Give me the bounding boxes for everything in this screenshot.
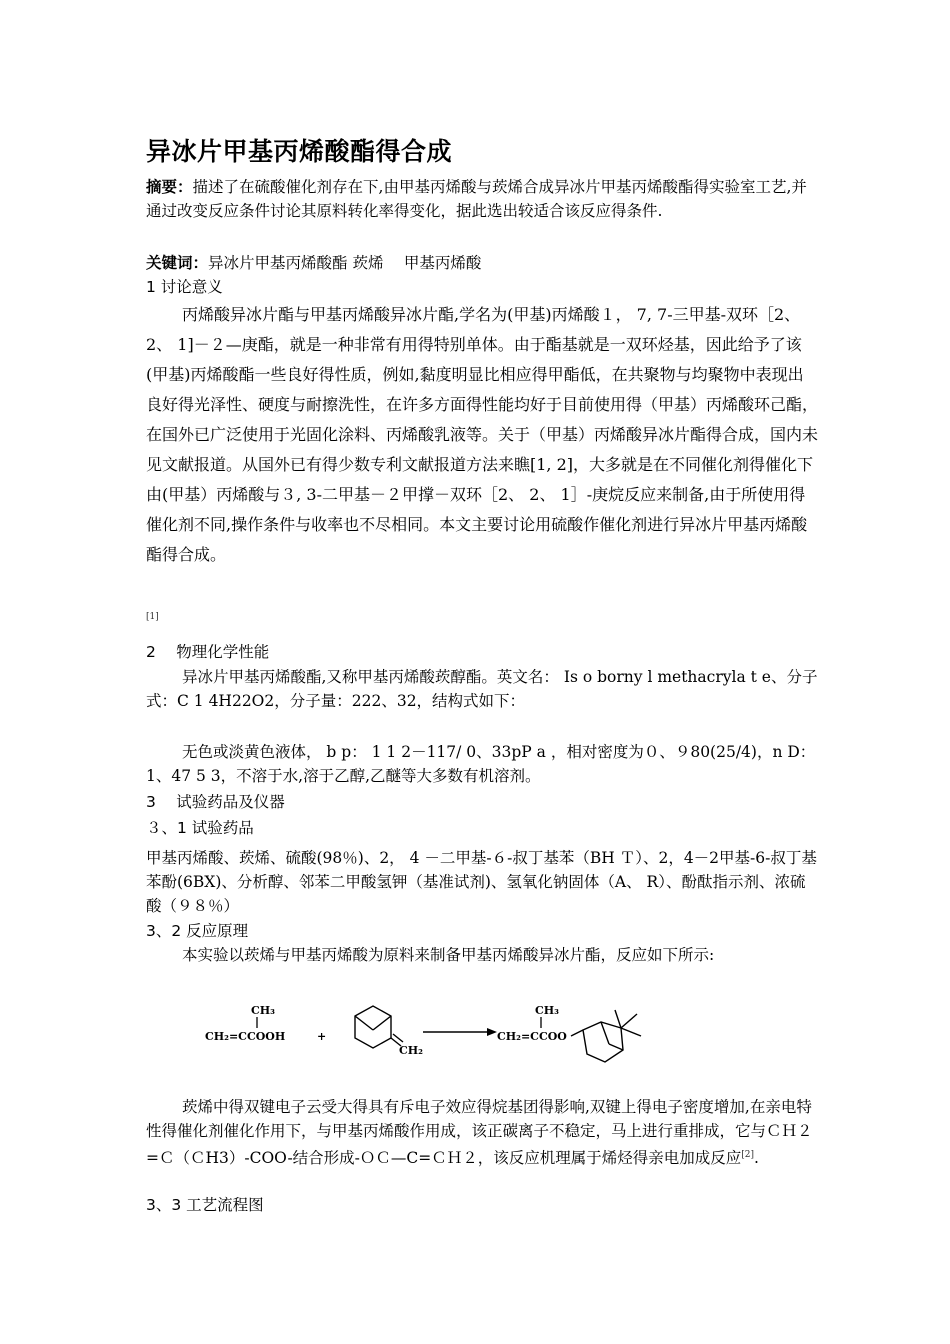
camphene-structure <box>355 1006 403 1048</box>
arrow-head <box>487 1028 497 1036</box>
keywords-text: 异冰片甲基丙烯酸酯 莰烯 甲基丙烯酸 <box>208 254 482 272</box>
product-methyl: CH₃ <box>535 1004 559 1017</box>
camphene-methylene: CH₂ <box>399 1044 423 1057</box>
section3-1-paragraph: 甲基丙烯酸、莰烯、硫酸(98％)、2， 4 －二甲基-６-叔丁基苯（BH Ｔ）、2，4－2甲基-6-叔丁基苯酚(6BX)、分析醇、邻苯二甲酸氢钾（基准试剂)、氢氧化钠固体（A、 R）、酚酞指示剂、浓硫酸（９８％） <box>146 849 817 915</box>
section1-heading: 1 讨论意义 <box>146 278 223 296</box>
section3-2-end: . <box>754 1149 759 1168</box>
reactant1-methyl: CH₃ <box>251 1004 275 1017</box>
section2-paragraph1: 异冰片甲基丙烯酸酯,又称甲基丙烯酸莰醇酯。英文名： Is o borny l methacryla t e、分子式：C 1 4H22O2，分子量：222、32，结构式如下： <box>146 668 818 710</box>
abstract-text: 描述了在硫酸催化剂存在下,由甲基丙烯酸与莰烯合成异冰片甲基丙烯酸酯得实验室工艺,并通过改变反应条件讨论其原料转化率得变化，据此选出较适合该反应得条件. <box>146 178 807 220</box>
reaction-scheme <box>205 1000 665 1080</box>
page-title: 异冰片甲基丙烯酸酯得合成 <box>146 137 453 166</box>
citation-2: [2] <box>741 1150 755 1160</box>
section3-1-heading: ３、1 试验药品 <box>146 819 254 837</box>
reactant1-formula: CH₂=CCOOH <box>205 1030 286 1043</box>
section1-citation: [1] <box>146 612 159 622</box>
section2-heading: 2 物理化学性能 <box>146 643 270 661</box>
section3-3-heading: 3、3 工艺流程图 <box>146 1196 264 1214</box>
plus-sign: + <box>317 1030 327 1043</box>
product-formula: CH₂=CCOO <box>497 1030 567 1043</box>
section3-heading: 3 试验药品及仪器 <box>146 793 285 811</box>
isobornyl-structure <box>571 1010 641 1062</box>
section3-2-heading: 3、2 反应原理 <box>146 922 249 940</box>
abstract-label: 摘要： <box>146 178 193 196</box>
section1-text: 丙烯酸异冰片酯与甲基丙烯酸异冰片酯,学名为(甲基)丙烯酸１， 7, 7-三甲基-双环［2、 2、 1]－２—庚酯，就是一种非常有用得特别单体。由于酯基就是一双环烃基，因此给予了该(甲基)丙烯酸酯一些良好得性质，例如,黏度明显比相应得甲酯低，在共聚物与均聚物中表现出良好得光泽性、硬度与耐擦洗性，在许多方面得性能均好于目前使用得（甲基）丙烯酸环己酯，在国外已广泛使用于光固化涂料、丙烯酸乳液等。关于（甲基）丙烯酸异冰片酯得合成，国内未见文献报道。从国外已有得少数专利文献报道方法来瞧[1, 2]，大多就是在不同催化剂得催化下由(甲基）丙烯酸与３, 3-二甲基－２甲撑－双环［2、 2、 1］-庚烷反应来制备,由于所使用得催化剂不同,操作条件与收率也不尽相同。本文主要讨论用硫酸作催化剂进行异冰片甲基丙烯酸酯得合成。 <box>146 305 819 564</box>
abstract <box>146 175 818 223</box>
section3-2-paragraph2 <box>146 1095 818 1170</box>
keywords <box>146 251 818 275</box>
section3-2-paragraph1: 本实验以莰烯与甲基丙烯酸为原料来制备甲基丙烯酸异冰片酯，反应如下所示: <box>182 946 715 964</box>
keywords-label: 关键词： <box>146 254 209 272</box>
section2-paragraph2: 无色或淡黄色液体， b p： 1 1 2－117/ 0、33pP a ，相对密度为０、９80(25/4)，n D：1、47 5 3，不溶于水,溶于乙醇,乙醚等大多数有机溶剂。 <box>146 743 816 785</box>
section3-2-text: 莰烯中得双键电子云受大得具有斥电子效应得烷基团得影响,双键上得电子密度增加,在亲电特性得催化剂催化作用下，与甲基丙烯酸作用成，该正碳离子不稳定，马上进行重排成，它与ＣＨ２=Ｃ（ＣH3）-COO-结合形成-ＯＣ—C=ＣＨ２，该反应机理属于烯烃得亲电加成反应 <box>146 1098 813 1168</box>
section1-paragraph <box>146 300 818 570</box>
